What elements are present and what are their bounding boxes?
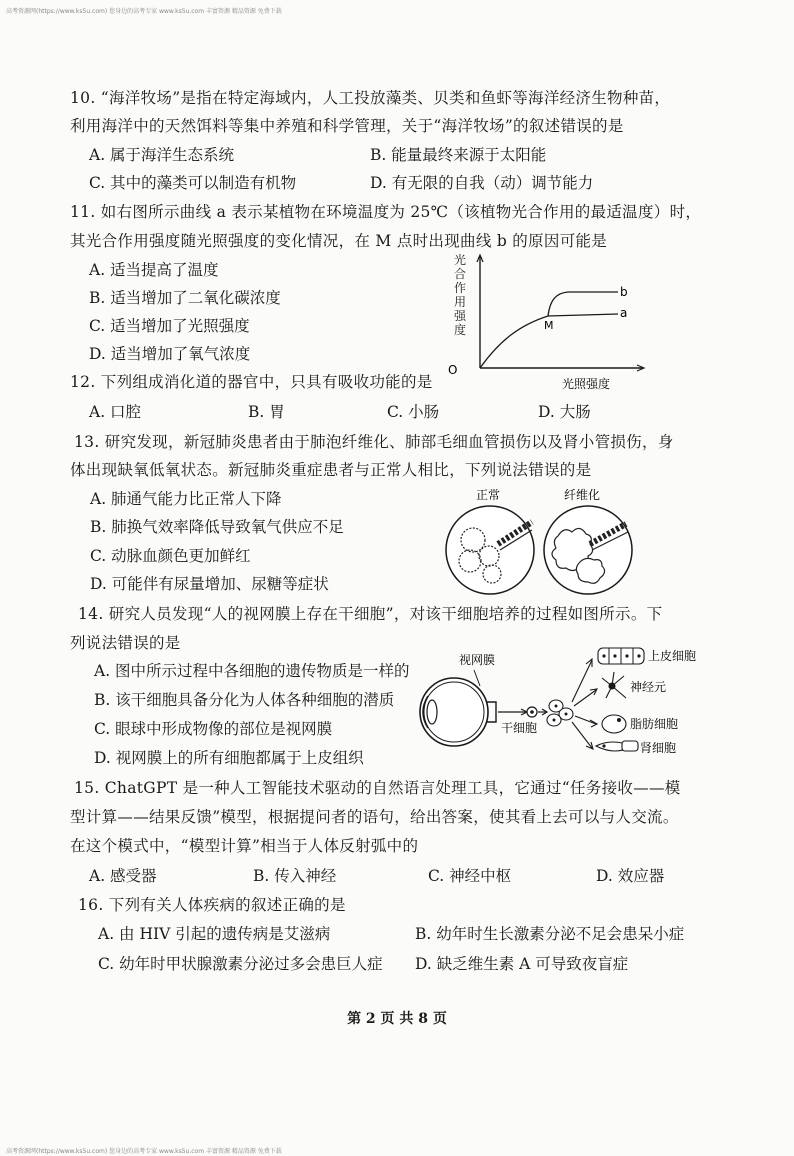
q15-option-b: B. 传入神经 (253, 867, 337, 885)
photosynthesis-graph (448, 250, 648, 392)
q12-option-a: A. 口腔 (89, 403, 142, 421)
curve-b (548, 292, 618, 316)
q14-stem-line1: 14. 研究人员发现“人的视网膜上存在干细胞”，对该干细胞培养的过程如图所示。下 (78, 605, 663, 623)
epithelial-cells (598, 648, 644, 664)
q12-stem: 12. 下列组成消化道的器官中，只具有吸收功能的是 (70, 373, 433, 391)
q16-option-b: B. 幼年时生长激素分泌不足会患呆小症 (415, 925, 685, 943)
q15-option-d: D. 效应器 (596, 867, 665, 885)
y-label-char-5: 强 (454, 309, 467, 323)
y-axis-label (454, 252, 467, 337)
q16-option-d: D. 缺乏维生素 A 可导致夜盲症 (415, 955, 629, 973)
q13-stem-line2: 体出现缺氧低氧状态。新冠肺炎重症患者与正常人相比，下列说法错误的是 (70, 461, 592, 479)
q12-option-d: D. 大肠 (538, 403, 591, 421)
q13-option-a: A. 肺通气能力比正常人下降 (90, 490, 282, 508)
q13-stem-line1: 13. 研究发现，新冠肺炎患者由于肺泡纤维化、肺部毛细血管损伤以及肾小管损伤，身 (74, 433, 674, 451)
header-watermark-note: 高考资源网(https://www.ks5u.com) 您身边的高考专家 www.ks5u.com 丰富资源 精品资源 免费下载 (6, 8, 282, 15)
q15-stem-line3: 在这个模式中，“模型计算”相当于人体反射弧中的 (70, 837, 419, 855)
normal-alveoli (446, 506, 534, 594)
label-normal: 正常 (476, 488, 501, 502)
x-axis-label: 光照强度 (562, 377, 611, 391)
neuron-cell (602, 672, 626, 698)
q15-option-c: C. 神经中枢 (428, 867, 512, 885)
q11-option-a: A. 适当提高了温度 (89, 261, 219, 279)
q15-option-a: A. 感受器 (89, 867, 157, 885)
q13-option-c: C. 动脉血颜色更加鲜红 (90, 547, 251, 565)
q12-option-c: C. 小肠 (387, 403, 440, 421)
q14-option-b: B. 该干细胞具备分化为人体各种细胞的潜质 (94, 691, 395, 709)
q10-option-c: C. 其中的藻类可以制造有机物 (89, 174, 297, 192)
label-retina: 视网膜 (459, 653, 496, 667)
q11-stem-line1: 11. 如右图所示曲线 a 表示某植物在环境温度为 25℃（该植物光合作用的最适温度）时， (70, 203, 702, 221)
fat-cell (602, 715, 626, 733)
y-label-char-2: 合 (454, 267, 467, 281)
q14-option-c: C. 眼球中形成物像的部位是视网膜 (94, 720, 333, 738)
q14-option-a: A. 图中所示过程中各细胞的遗传物质是一样的 (94, 662, 410, 680)
q13-option-d: D. 可能伴有尿量增加、尿糖等症状 (90, 575, 329, 593)
q10-stem-line1: 10. “海洋牧场”是指在特定海域内，人工投放藻类、贝类和鱼虾等海洋经济生物种苗， (70, 89, 671, 107)
q12-option-b: B. 胃 (248, 403, 285, 421)
label-epithelial-cell: 上皮细胞 (648, 649, 697, 663)
q11-option-c: C. 适当增加了光照强度 (89, 317, 250, 335)
label-neuron: 神经元 (630, 680, 667, 694)
kidney-cell (596, 741, 638, 751)
curve-a-label: a (620, 306, 628, 320)
fibrosis-alveoli (544, 506, 632, 594)
q14-stem-line2: 列说法错误的是 (70, 634, 181, 652)
q16-stem: 16. 下列有关人体疾病的叙述正确的是 (78, 896, 346, 914)
q11-stem-line2: 其光合作用强度随光照强度的变化情况，在 M 点时出现曲线 b 的原因可能是 (70, 232, 608, 250)
y-label-char-6: 度 (454, 323, 467, 337)
q15-stem-line1: 15. ChatGPT 是一种人工智能技术驱动的自然语言处理工具，它通过“任务接收——模 (74, 779, 681, 797)
q16-option-a: A. 由 HIV 引起的遗传病是艾滋病 (98, 925, 331, 943)
y-label-char-1: 光 (454, 253, 467, 267)
q14-option-d: D. 视网膜上的所有细胞都属于上皮组织 (94, 749, 364, 767)
label-stem-cell: 干细胞 (501, 721, 538, 735)
q11-option-d: D. 适当增加了氧气浓度 (89, 345, 251, 363)
differentiation-arrows (572, 659, 597, 749)
label-fibrosis: 纤维化 (564, 488, 601, 502)
lung-alveoli-figure (440, 486, 650, 598)
q10-option-d: D. 有无限的自我（动）调节能力 (370, 174, 594, 192)
q16-option-c: C. 幼年时甲状腺激素分泌过多会患巨人症 (98, 955, 383, 973)
q10-option-b: B. 能量最终来源于太阳能 (370, 146, 547, 164)
y-label-char-4: 用 (454, 295, 467, 309)
page-number-footer: 第 2 页 共 8 页 (347, 1011, 447, 1027)
stem-cell-figure (414, 640, 714, 770)
q15-stem-line2: 型计算——结果反馈”模型，根据提问者的语句，给出答案，使其看上去可以与人交流。 (70, 808, 679, 826)
stem-cell-cluster (547, 700, 573, 726)
label-fat-cell: 脂肪细胞 (630, 717, 679, 731)
q11-option-b: B. 适当增加了二氧化碳浓度 (89, 289, 281, 307)
point-m-label: M (544, 319, 554, 332)
q10-option-a: A. 属于海洋生态系统 (89, 146, 235, 164)
q13-option-b: B. 肺换气效率降低导致氧气供应不足 (90, 518, 344, 536)
eyeball (420, 670, 496, 746)
origin-label: O (448, 363, 458, 377)
bottom-watermark-note: 高考资源网(https://www.ks5u.com) 您身边的高考专家 www.ks5u.com 丰富资源 精品资源 免费下载 (6, 1148, 282, 1155)
curve-b-label: b (620, 285, 628, 299)
q10-stem-line2: 利用海洋中的天然饵料等集中养殖和科学管理，关于“海洋牧场”的叙述错误的是 (70, 117, 624, 135)
y-label-char-3: 作 (454, 281, 467, 295)
label-kidney-cell: 肾细胞 (640, 741, 677, 755)
